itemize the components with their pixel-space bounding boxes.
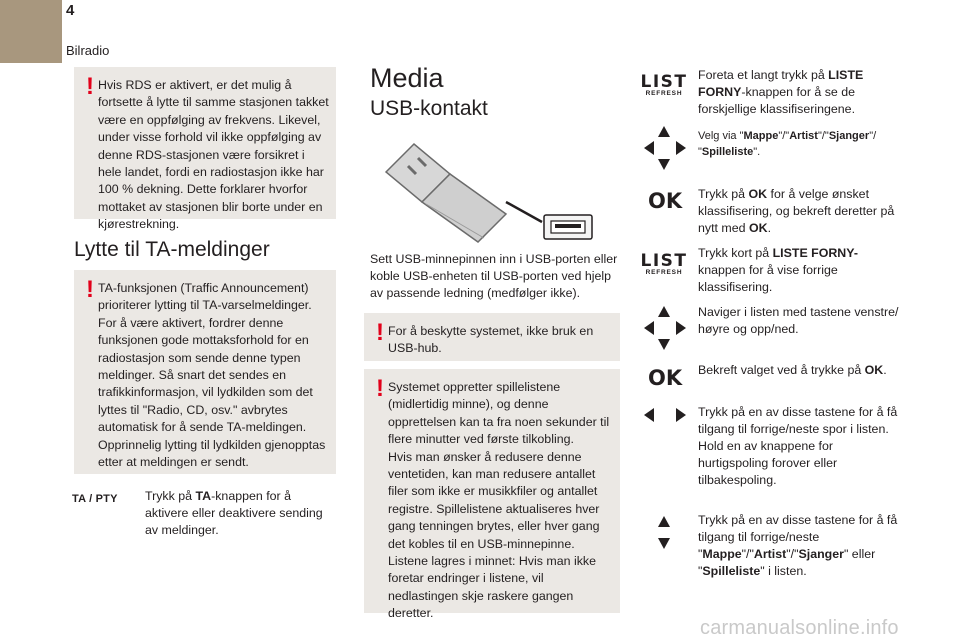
arrow-left-icon (644, 408, 654, 422)
hub-note (364, 313, 620, 361)
arrow-down-icon (658, 159, 670, 170)
ta-heading: Lytte til TA-meldinger (74, 238, 270, 261)
step-prev-next-track: Trykk på en av disse tastene for å få tilgang til forrige/neste spor i listen. Hold en av knappene for hurtigspoling forover eller tilbakespoling. (698, 405, 898, 487)
step-list-short-press: Trykk kort på LISTE FORNY- knappen for å vise forrige klassifisering. (698, 246, 858, 294)
media-heading: Media (370, 63, 444, 93)
arrow-up-icon (658, 126, 670, 137)
arrow-down-icon (658, 538, 670, 549)
warning-icon: ! (86, 276, 94, 303)
arrow-left-icon (644, 321, 654, 335)
watermark: carmanualsonline.info (700, 617, 899, 639)
usb-port-icon (506, 202, 592, 239)
ta-note-text: TA-funksjonen (Traffic Announcement) prioriterer lytting til TA-varselmeldinger. For å være aktivert, fordrer denne funksjonen gode mottaksforhold for en radiostasjon som sende denne typen meldinger. Så snart det sendes en trafikkinformasjon, vil lydkilden som det lyttes til "Radio, CD, osv." avbrytes automatisk for å sende TA-meldingen. Opprinnelig lytting til lydkilden gjenopptas etter at meldingen er sendt. (98, 281, 326, 470)
section-title: Bilradio (66, 43, 110, 58)
step-prev-next-category: Trykk på en av disse tastene for å få tilgang til forrige/neste "Mappe"/"Artist"/"Sjanger" eller "Spilleliste" i listen. (698, 513, 898, 578)
playlist-note (364, 369, 620, 621)
list-refresh-button-icon: LIST REFRESH (640, 251, 688, 276)
playlist-note-text: Systemet oppretter spillelistene (midlertidig minne), og denne opprettelsen kan ta fra noen sekunder til flere minutter ved første tilkobling. Hvis man ønsker å redusere denne ventetiden, kan man redusere antallet filer som ikke er musikkfiler og antallet registre. Spillelistene aktualiseres hver gang tenningen brytes, eller hver gang det kobles til en USB-minnepinne. Listene lagres i minnet: Hvis man ikke foretar endringer i listene, vil nedlastingen skje raskere gangen deretter. (388, 380, 610, 621)
ok-button-icon: OK (648, 189, 683, 213)
arrow-down-icon (658, 339, 670, 350)
arrow-up-icon (658, 516, 670, 527)
step-ok-confirm: Bekreft valget ved å trykke på OK. (698, 363, 887, 377)
page-tab (0, 0, 62, 63)
ta-note (74, 270, 336, 474)
usb-heading: USB-kontakt (370, 97, 488, 120)
rds-note (74, 67, 336, 232)
warning-icon: ! (86, 73, 94, 100)
usb-instructions: Sett USB-minnepinnen inn i USB-porten eller koble USB-enheten til USB-porten ved hjelp av passende ledning (medfølger ikke). (370, 252, 618, 300)
warning-icon: ! (376, 319, 384, 346)
warning-icon: ! (376, 375, 384, 402)
arrow-right-icon (676, 321, 686, 335)
rds-note-text: Hvis RDS er aktivert, er det mulig å fortsette å lytte til samme stasjonen takket være en oppfølging av frekvens. Likevel, under visse forhold vil ikke oppfølging av denne RDS-stasjonen være forsikret i hele landet, fordi en radiostasjon ikke har 100 % dekning. Dette forklarer hvorfor mottaket av stasjonen blir borte under en kjørestrekning. (98, 78, 329, 232)
step-list-long-press: Foreta et langt trykk på LISTE FORNY-knappen for å se de forskjellige klassifiseringene. (698, 68, 864, 116)
hub-note-text: For å beskytte systemet, ikke bruk en USB-hub. (388, 324, 594, 356)
arrow-up-icon (658, 306, 670, 317)
step-ok-select: Trykk på OK for å velge ønsket klassifisering, og bekreft deretter på nytt med OK. (698, 187, 895, 235)
step-navigate-list: Naviger i listen med tastene venstre/ høyre og opp/ned. (698, 305, 899, 336)
arrow-right-icon (676, 141, 686, 155)
ta-button-text: Trykk på TA-knappen for å aktivere eller deaktivere sending av meldinger. (145, 489, 323, 537)
usb-stick-illustration (366, 130, 602, 246)
list-refresh-button-icon: LIST REFRESH (640, 72, 688, 97)
usb-stick-icon (386, 144, 506, 242)
ok-button-icon: OK (648, 366, 683, 390)
ta-pty-button-icon: TA / PTY (72, 493, 118, 505)
step-select-category: Velg via "Mappe"/"Artist"/"Sjanger"/ "Spilleliste". (698, 130, 877, 158)
arrow-right-icon (676, 408, 686, 422)
page-number: 4 (66, 2, 75, 19)
arrow-left-icon (644, 141, 654, 155)
